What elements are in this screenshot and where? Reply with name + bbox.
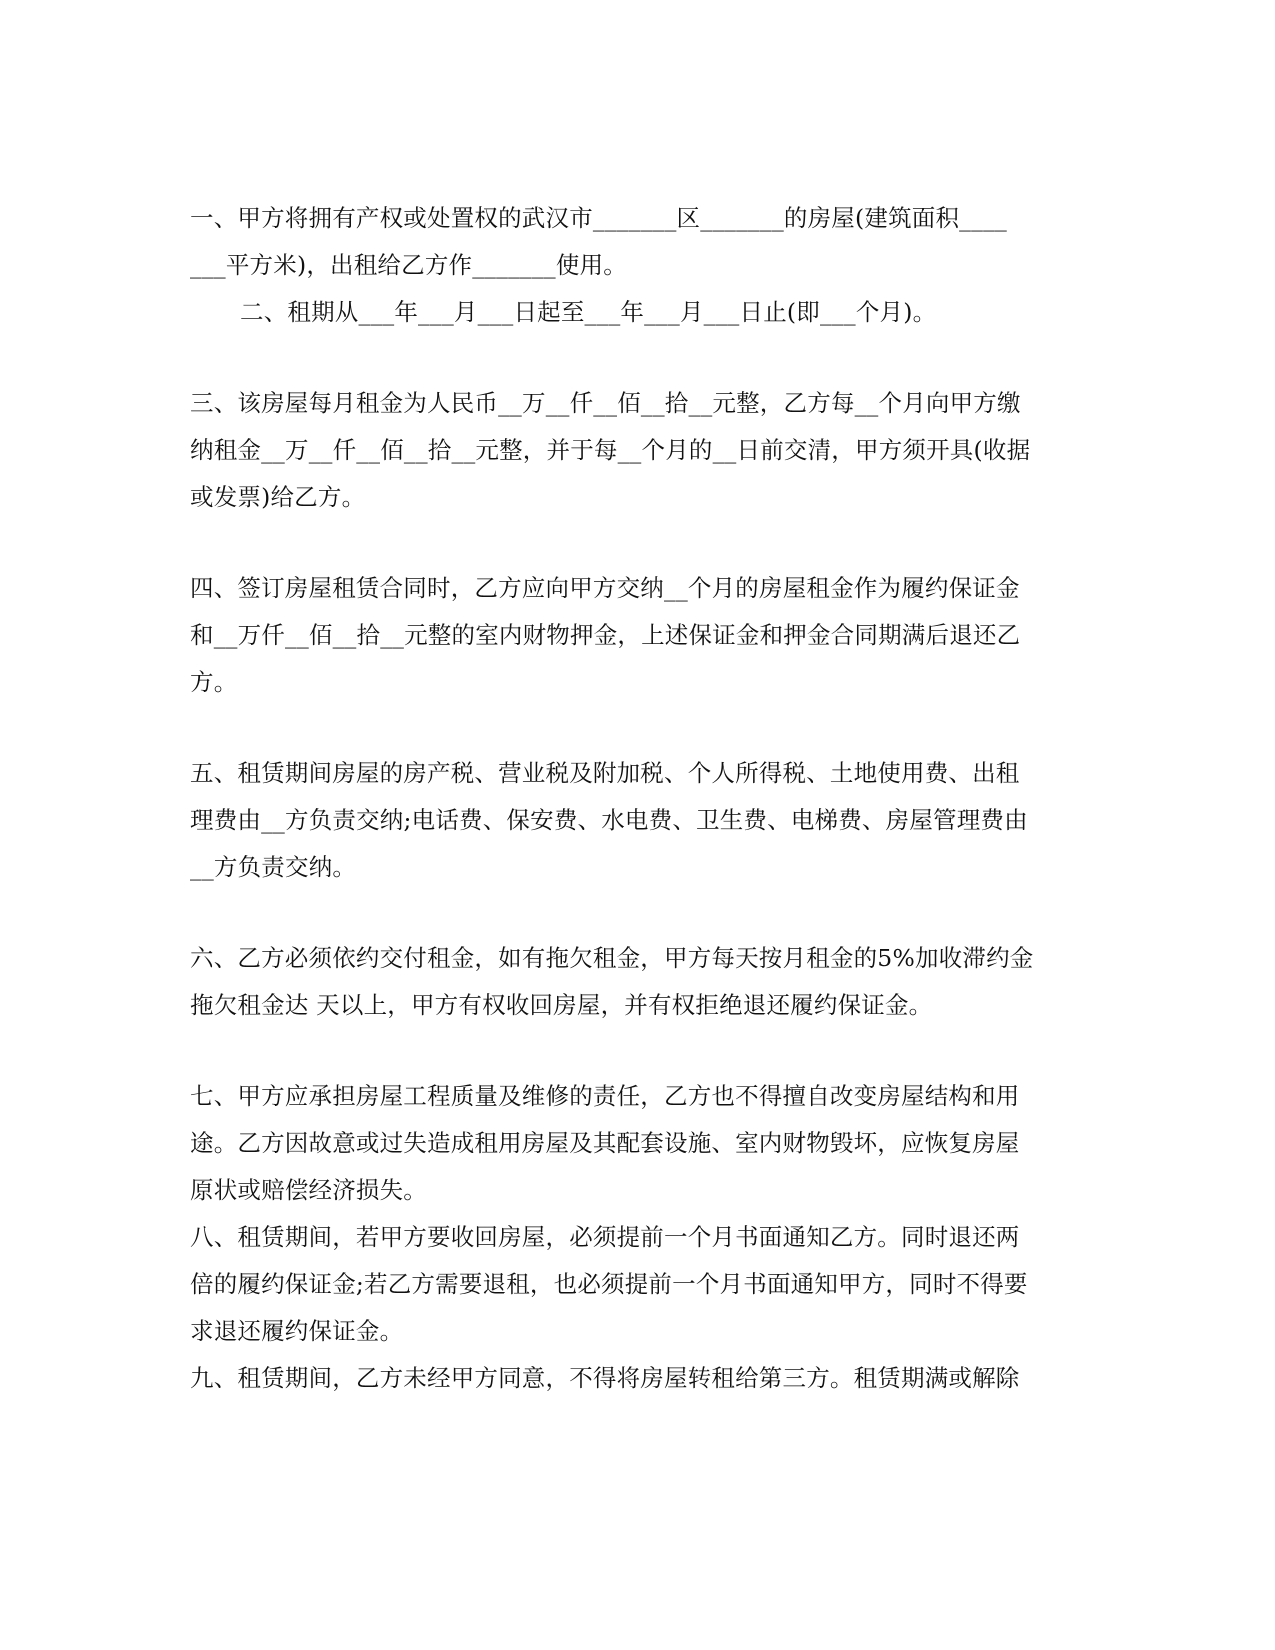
text-line-clause-7-b: 途。乙方因故意或过失造成租用房屋及其配套设施、室内财物毁坏，应恢复房屋: [190, 1129, 1020, 1157]
text-line-clause-4-b: 和__万仟__佰__拾__元整的室内财物押金，上述保证金和押金合同期满后退还乙: [190, 621, 1021, 649]
text-line-clause-5-b: 理费由__方负责交纳;电话费、保安费、水电费、卫生费、电梯费、房屋管理费由: [190, 806, 1028, 834]
text-line-clause-3-c: 或发票)给乙方。: [190, 483, 366, 511]
text-line-clause-7-c: 原状或赔偿经济损失。: [190, 1176, 427, 1204]
text-line-clause-1-a: 一、甲方将拥有产权或处置权的武汉市_______区_______的房屋(建筑面积____: [190, 204, 1007, 232]
text-line-clause-8-c: 求退还履约保证金。: [190, 1317, 404, 1345]
text-line-clause-4-c: 方。: [190, 668, 238, 696]
text-line-clause-3-a: 三、该房屋每月租金为人民币__万__仟__佰__拾__元整，乙方每__个月向甲方缴: [190, 389, 1021, 417]
text-line-clause-5-c: __方负责交纳。: [190, 853, 357, 881]
text-line-clause-8-a: 八、租赁期间，若甲方要收回房屋，必须提前一个月书面通知乙方。同时退还两: [190, 1223, 1020, 1251]
text-line-clause-8-b: 倍的履约保证金;若乙方需要退租，也必须提前一个月书面通知甲方，同时不得要: [190, 1270, 1028, 1298]
text-line-clause-9-a: 九、租赁期间，乙方未经甲方同意，不得将房屋转租给第三方。租赁期满或解除: [190, 1364, 1020, 1392]
text-line-clause-3-b: 纳租金__万__仟__佰__拾__元整，并于每__个月的__日前交清，甲方须开具(收据: [190, 436, 1031, 464]
text-line-clause-2: 二、租期从___年___月___日起至___年___月___日止(即___个月)。: [240, 298, 937, 326]
text-line-clause-5-a: 五、租赁期间房屋的房产税、营业税及附加税、个人所得税、土地使用费、出租: [190, 759, 1020, 787]
text-line-clause-4-a: 四、签订房屋租赁合同时，乙方应向甲方交纳__个月的房屋租金作为履约保证金: [190, 574, 1020, 602]
text-line-clause-7-a: 七、甲方应承担房屋工程质量及维修的责任，乙方也不得擅自改变房屋结构和用: [190, 1082, 1020, 1110]
text-line-clause-6-a: 六、乙方必须依约交付租金，如有拖欠租金，甲方每天按月租金的5%加收滞约金: [190, 944, 1034, 972]
text-line-clause-6-b: 拖欠租金达 天以上，甲方有权收回房屋，并有权拒绝退还履约保证金。: [190, 991, 933, 1019]
text-line-clause-1-b: ___平方米)，出租给乙方作_______使用。: [190, 251, 627, 279]
